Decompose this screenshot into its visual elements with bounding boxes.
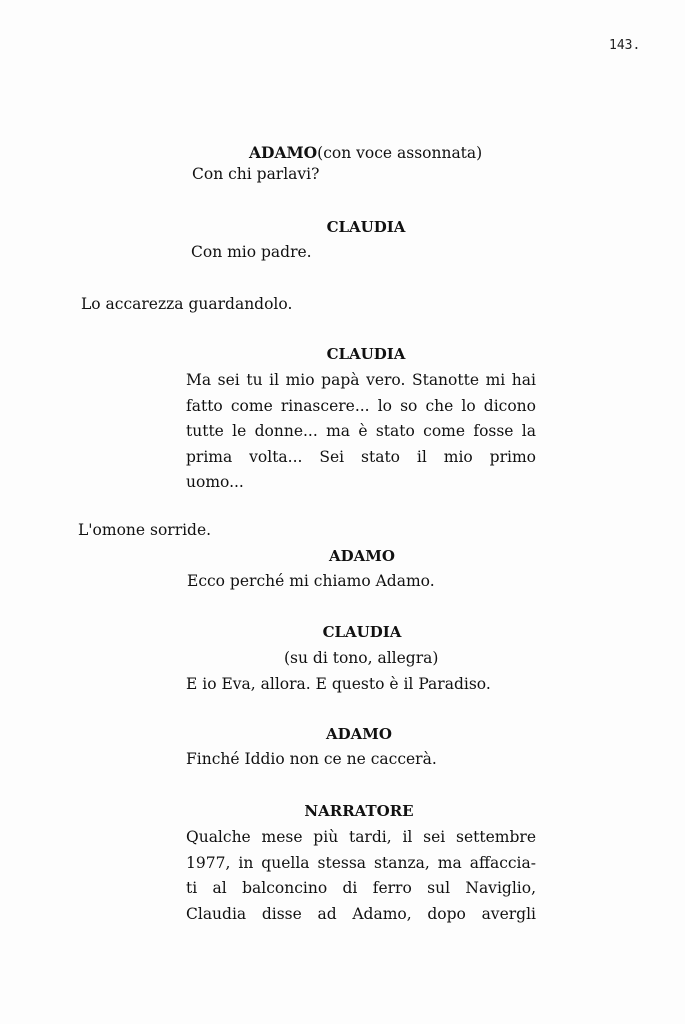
paragraph-line: Claudia disse ad Adamo, dopo avergli (186, 904, 536, 923)
dialogue-line: Con mio padre. (191, 243, 312, 261)
dialogue-line: Ecco perché mi chiamo Adamo. (187, 572, 435, 590)
dialogue-line: E io Eva, allora. E questo è il Paradiso. (186, 675, 491, 693)
adamo-character-header (249, 143, 482, 162)
dialogue-paragraph (186, 368, 536, 496)
character-name: ADAMO (249, 143, 318, 162)
paragraph-line: uomo... (186, 473, 244, 491)
paragraph-line: prima volta... Sei stato il mio primo (186, 447, 536, 466)
character-name: ADAMO (329, 547, 395, 565)
character-name: CLAUDIA (322, 623, 402, 641)
action-line: L'omone sorride. (78, 521, 212, 539)
paragraph-line: ti al balconcino di ferro sul Naviglio, (186, 879, 536, 897)
stage-direction: (su di tono, allegra) (284, 649, 439, 667)
paragraph-line: tutte le donne... ma è stato come fosse la (186, 422, 536, 440)
narration-paragraph (186, 825, 536, 927)
paragraph-line: fatto come rinascere... lo so che lo dicono (186, 396, 536, 415)
character-name: CLAUDIA (326, 218, 406, 236)
paragraph-line: Qualche mese più tardi, il sei settembre (186, 828, 536, 846)
character-name: ADAMO (326, 725, 392, 743)
action-line: Lo accarezza guardandolo. (81, 295, 293, 313)
dialogue-line: Con chi parlavi? (192, 165, 320, 183)
stage-direction: (con voce assonnata) (317, 144, 483, 162)
dialogue-line: Finché Iddio non ce ne caccerà. (186, 750, 437, 768)
paragraph-line: Ma sei tu il mio papà vero. Stanotte mi hai (186, 371, 536, 389)
page-number: 143. (609, 38, 641, 53)
paragraph-line: 1977, in quella stessa stanza, ma affaccia- (186, 853, 536, 872)
character-name: NARRATORE (304, 802, 414, 820)
character-name: CLAUDIA (326, 345, 406, 363)
